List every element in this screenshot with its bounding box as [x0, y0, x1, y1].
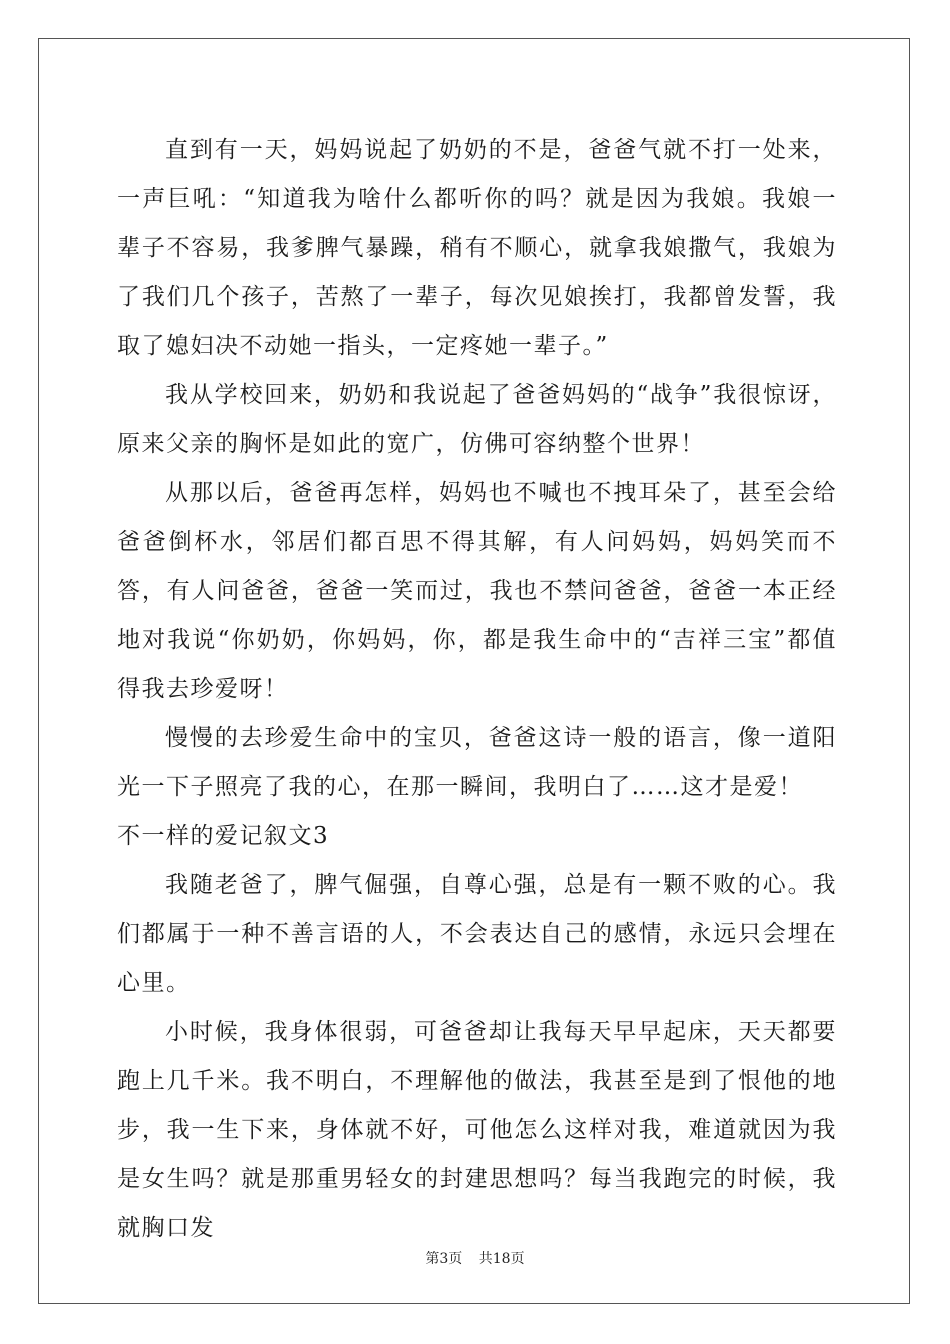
paragraph: 慢慢的去珍爱生命中的宝贝，爸爸这诗一般的语言，像一道阳光一下子照亮了我的心，在那一瞬间，我明白了……这才是爱！ — [117, 725, 837, 800]
section-heading: 不一样的爱记叙文3 — [117, 823, 330, 849]
document-body — [117, 126, 837, 1253]
paragraph: 我随老爸了，脾气倔强，自尊心强，总是有一颗不败的心。我们都属于一种不善言语的人，不会表达自己的感情，永远只会埋在心里。 — [117, 872, 837, 996]
paragraph: 小时候，我身体很弱，可爸爸却让我每天早早起床，天天都要跑上几千米。我不明白，不理解他的做法，我甚至是到了恨他的地步，我一生下来，身体就不好，可他怎么这样对我，难道就因为我是女生吗？就是那重男轻女的封建思想吗？每当我跑完的时候，我就胸口发 — [117, 1019, 837, 1241]
page-total: 共18页 — [478, 1251, 525, 1267]
page-footer — [0, 1248, 950, 1268]
paragraph: 从那以后，爸爸再怎样，妈妈也不喊也不拽耳朵了，甚至会给爸爸倒杯水，邻居们都百思不得其解，有人问妈妈，妈妈笑而不答，有人问爸爸，爸爸一笑而过，我也不禁问爸爸，爸爸一本正经地对我说“你奶奶，你妈妈，你，都是我生命中的“吉祥三宝”都值得我去珍爱呀！ — [117, 480, 837, 702]
page-number: 第3页 — [425, 1251, 463, 1267]
paragraph: 直到有一天，妈妈说起了奶奶的不是，爸爸气就不打一处来，一声巨吼：“知道我为啥什么都听你的吗？就是因为我娘。我娘一辈子不容易，我爹脾气暴躁，稍有不顺心，就拿我娘撒气，我娘为了我们几个孩子，苦熬了一辈子，每次见娘挨打，我都曾发誓，我取了媳妇决不动她一指头，一定疼她一辈子。” — [117, 137, 837, 359]
paragraph: 我从学校回来，奶奶和我说起了爸爸妈妈的“战争”我很惊讶，原来父亲的胸怀是如此的宽广，仿佛可容纳整个世界！ — [117, 382, 837, 457]
